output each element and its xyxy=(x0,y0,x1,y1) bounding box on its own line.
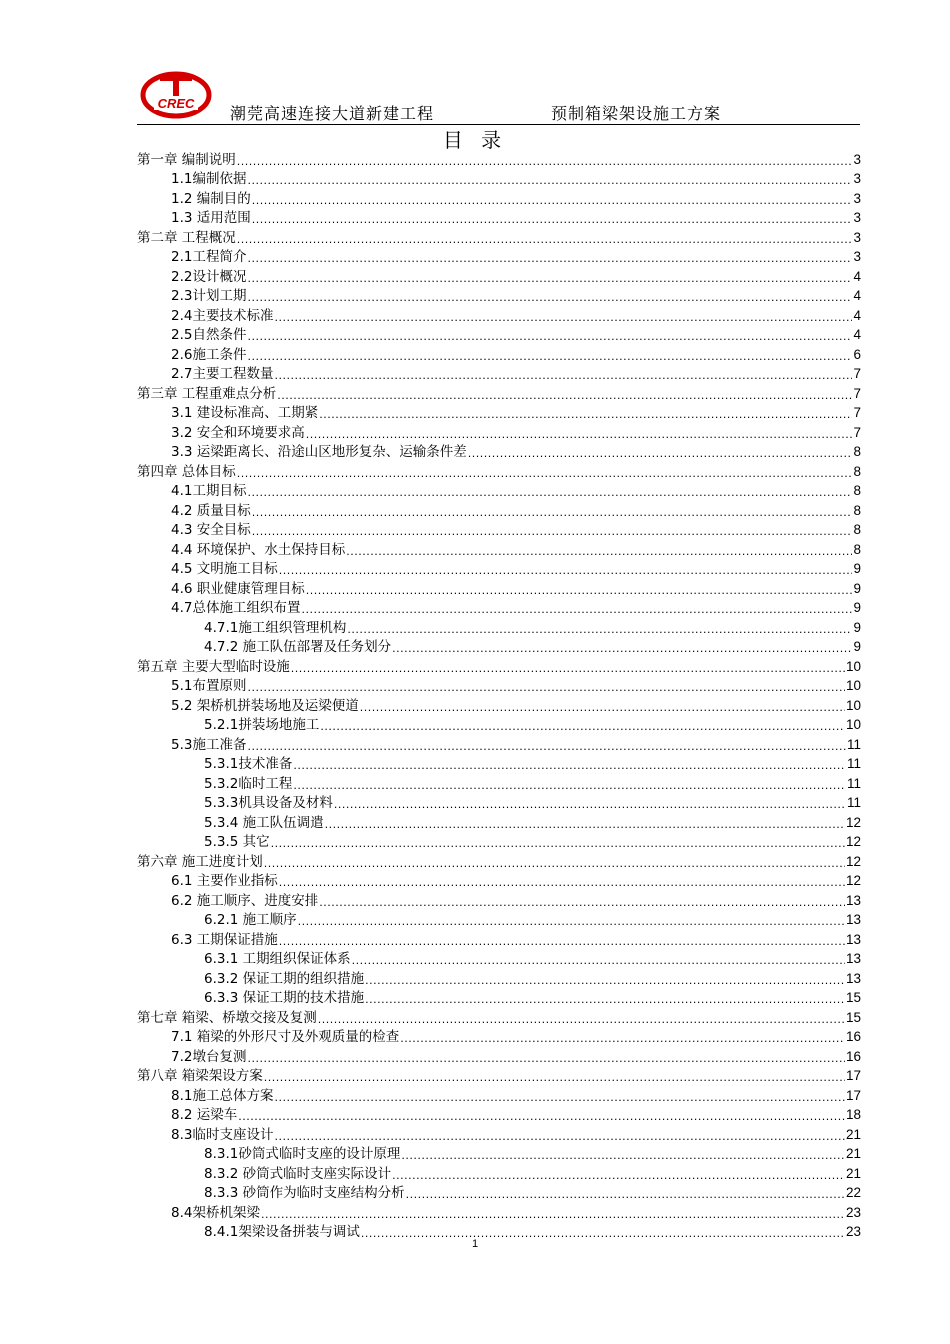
toc-entry[interactable] xyxy=(137,1045,861,1065)
toc-entry-label: 第二章 工程概况 xyxy=(137,229,236,246)
toc-leader-dots xyxy=(252,214,853,226)
toc-entry[interactable] xyxy=(137,1104,861,1124)
toc-entry[interactable] xyxy=(137,694,861,714)
toc-entry-label: 5.2.1拼装场地施工 xyxy=(204,717,320,733)
toc-entry-label: 1.1编制依据 xyxy=(171,171,247,187)
toc-entry-label: 5.3施工准备 xyxy=(171,736,247,753)
toc-entry-label: 6.3.3 保证工期的技术措施 xyxy=(204,990,365,1006)
toc-entry-page: 9 xyxy=(853,639,861,654)
toc-entry[interactable] xyxy=(137,909,861,929)
toc-entry-label: 7.1 箱梁的外形尺寸及外观质量的检查 xyxy=(171,1029,400,1045)
toc-entry[interactable] xyxy=(137,246,861,266)
toc-leader-dots xyxy=(252,526,853,538)
toc-entry[interactable] xyxy=(137,655,861,675)
toc-entry-page: 7 xyxy=(853,405,861,420)
toc-entry[interactable] xyxy=(137,168,861,188)
toc-entry-label: 6.2.1 施工顺序 xyxy=(204,912,297,928)
toc-entry[interactable] xyxy=(137,850,861,870)
toc-entry-label: 6.2 施工顺序、进度安排 xyxy=(171,892,319,909)
toc-entry[interactable] xyxy=(137,343,861,363)
toc-leader-dots xyxy=(400,1033,845,1045)
toc-leader-dots xyxy=(277,390,852,402)
toc-entry-page: 10 xyxy=(845,717,861,732)
toc-entry[interactable] xyxy=(137,441,861,461)
toc-entry-page: 4 xyxy=(853,288,861,303)
toc-leader-dots xyxy=(264,858,845,870)
toc-entry-page: 13 xyxy=(845,951,861,966)
toc-entry[interactable] xyxy=(137,421,861,441)
toc-entry-label: 第三章 工程重难点分析 xyxy=(137,385,277,402)
toc-entry-label: 1.3 适用范围 xyxy=(171,210,251,226)
toc-entry-page: 16 xyxy=(845,1048,861,1064)
toc-entry-label: 8.4架桥机架梁 xyxy=(171,1204,260,1221)
toc-entry[interactable] xyxy=(137,207,861,227)
toc-entry[interactable] xyxy=(137,558,861,578)
toc-entry-label: 3.1 建设标准高、工期紧 xyxy=(171,405,319,421)
toc-entry-page: 23 xyxy=(845,1204,861,1220)
toc-leader-dots xyxy=(252,195,853,207)
toc-entry-page: 9 xyxy=(853,619,861,635)
toc-entry[interactable] xyxy=(137,324,861,344)
toc-entry-label: 8.2 运梁车 xyxy=(171,1107,238,1123)
toc-entry-page: 4 xyxy=(853,268,861,284)
toc-entry-label: 第五章 主要大型临时设施 xyxy=(137,658,290,675)
toc-entry-label: 8.3临时支座设计 xyxy=(171,1126,274,1143)
toc-entry-label: 第七章 箱梁、桥墩交接及复测 xyxy=(137,1009,317,1026)
toc-leader-dots xyxy=(306,585,853,597)
toc-entry[interactable] xyxy=(137,889,861,909)
toc-entry[interactable] xyxy=(137,772,861,792)
toc-entry-page: 13 xyxy=(845,970,861,986)
toc-entry-page: 3 xyxy=(853,249,861,264)
toc-entry-page: 13 xyxy=(845,912,861,927)
toc-entry-page: 15 xyxy=(845,1009,861,1025)
toc-entry[interactable] xyxy=(137,831,861,851)
toc-leader-dots xyxy=(320,721,845,733)
toc-entry[interactable] xyxy=(137,402,861,422)
toc-leader-dots xyxy=(274,370,852,382)
toc-leader-dots xyxy=(247,253,852,265)
toc-entry-page: 8 xyxy=(853,541,861,557)
toc-entry[interactable] xyxy=(137,538,861,558)
toc-entry-label: 8.4.1架梁设备拼装与调试 xyxy=(204,1224,360,1240)
toc-entry[interactable] xyxy=(137,519,861,539)
toc-entry[interactable] xyxy=(137,285,861,305)
toc-leader-dots xyxy=(247,273,852,285)
toc-leader-dots xyxy=(347,624,852,636)
toc-entry-label: 第四章 总体目标 xyxy=(137,463,236,480)
toc-entry-page: 7 xyxy=(853,385,861,401)
toc-entry-label: 8.1施工总体方案 xyxy=(171,1087,274,1104)
toc-entry[interactable] xyxy=(137,675,861,695)
toc-leader-dots xyxy=(247,351,852,363)
toc-entry-label: 4.3 安全目标 xyxy=(171,522,251,538)
toc-entry[interactable] xyxy=(137,928,861,948)
toc-entry-label: 6.1 主要作业指标 xyxy=(171,873,278,889)
toc-entry[interactable] xyxy=(137,1201,861,1221)
toc-entry[interactable] xyxy=(137,792,861,812)
toc-entry-page: 13 xyxy=(845,931,861,947)
toc-leader-dots xyxy=(247,487,852,499)
toc-entry-label: 2.1工程简介 xyxy=(171,249,247,265)
toc-leader-dots xyxy=(293,780,846,792)
toc-leader-dots xyxy=(365,975,845,987)
toc-leader-dots xyxy=(247,175,852,187)
toc-leader-dots xyxy=(279,565,853,577)
toc-entry-label: 2.6施工条件 xyxy=(171,346,247,363)
toc-entry-page: 17 xyxy=(845,1068,861,1083)
toc-entry-page: 9 xyxy=(853,600,861,615)
toc-leader-dots xyxy=(279,936,845,948)
toc-entry-page: 8 xyxy=(853,463,861,479)
toc-leader-dots xyxy=(247,741,846,753)
toc-entry-page: 6 xyxy=(853,346,861,362)
toc-leader-dots xyxy=(274,1092,844,1104)
toc-leader-dots xyxy=(247,331,852,343)
toc-entry-label: 8.3.1砂筒式临时支座的设计原理 xyxy=(204,1146,401,1162)
toc-entry[interactable] xyxy=(137,363,861,383)
toc-entry[interactable] xyxy=(137,226,861,246)
toc-entry[interactable] xyxy=(137,753,861,773)
toc-entry-label: 4.2 质量目标 xyxy=(171,502,251,519)
toc-leader-dots xyxy=(319,897,845,909)
page-number: 1 xyxy=(471,1238,479,1250)
toc-entry-page: 7 xyxy=(853,366,861,381)
toc-entry[interactable] xyxy=(137,304,861,324)
toc-entry[interactable] xyxy=(137,1123,861,1143)
toc-entry[interactable] xyxy=(137,1065,861,1085)
toc-leader-dots xyxy=(237,156,853,168)
toc-entry-page: 11 xyxy=(846,795,861,810)
toc-leader-dots xyxy=(365,994,845,1006)
toc-entry-label: 4.7总体施工组织布置 xyxy=(171,600,301,616)
toc-entry[interactable] xyxy=(137,148,861,168)
toc-entry[interactable] xyxy=(137,460,861,480)
toc-entry-label: 6.3 工期保证措施 xyxy=(171,931,278,948)
toc-entry[interactable] xyxy=(137,597,861,617)
toc-leader-dots xyxy=(468,448,853,460)
toc-entry-label: 第一章 编制说明 xyxy=(137,151,236,168)
toc-entry-page: 4 xyxy=(853,307,861,323)
toc-entry-label: 2.4主要技术标准 xyxy=(171,307,274,324)
toc-entry-label: 4.4 环境保护、水土保持目标 xyxy=(171,541,346,558)
toc-entry-page: 8 xyxy=(853,483,861,498)
toc-entry[interactable] xyxy=(137,616,861,636)
toc-entry-label: 4.7.2 施工队伍部署及任务划分 xyxy=(204,639,392,655)
toc-entry-page: 3 xyxy=(853,210,861,225)
toc-leader-dots xyxy=(252,507,853,519)
toc-entry[interactable] xyxy=(137,265,861,285)
toc-entry-page: 11 xyxy=(846,775,861,791)
toc-entry-label: 8.3.2 砂筒式临时支座实际设计 xyxy=(204,1165,392,1182)
toc-leader-dots xyxy=(298,916,845,928)
toc-entry[interactable] xyxy=(137,967,861,987)
toc-leader-dots xyxy=(346,546,852,558)
toc-entry-label: 2.2设计概况 xyxy=(171,268,247,285)
toc-leader-dots xyxy=(293,760,846,772)
toc-leader-dots xyxy=(301,604,852,616)
toc-entry[interactable] xyxy=(137,577,861,597)
toc-entry-page: 3 xyxy=(853,190,861,206)
toc-entry-page: 12 xyxy=(845,814,861,830)
toc-leader-dots xyxy=(318,1014,845,1026)
toc-entry-label: 4.5 文明施工目标 xyxy=(171,561,278,577)
toc-leader-dots xyxy=(247,682,844,694)
toc-entry-label: 5.3.1技术准备 xyxy=(204,756,293,772)
toc-entry-page: 12 xyxy=(845,873,861,888)
toc-leader-dots xyxy=(271,838,845,850)
toc-leader-dots xyxy=(237,234,853,246)
toc-entry-label: 4.7.1施工组织管理机构 xyxy=(204,619,347,636)
toc-leader-dots xyxy=(334,799,846,811)
toc-entry-label: 4.6 职业健康管理目标 xyxy=(171,580,305,597)
toc-entry-page: 15 xyxy=(845,990,861,1005)
toc-entry-page: 9 xyxy=(853,561,861,576)
toc-entry[interactable] xyxy=(137,1162,861,1182)
toc-entry[interactable] xyxy=(137,870,861,890)
toc-leader-dots xyxy=(319,409,852,421)
toc-entry[interactable] xyxy=(137,1143,861,1163)
toc-entry[interactable] xyxy=(137,733,861,753)
toc-entry-page: 12 xyxy=(845,853,861,869)
toc-entry-page: 3 xyxy=(853,171,861,186)
toc-entry[interactable] xyxy=(137,636,861,656)
toc-entry-label: 2.5自然条件 xyxy=(171,327,247,343)
toc-leader-dots xyxy=(247,292,852,304)
toc-entry[interactable] xyxy=(137,1026,861,1046)
toc-entry-page: 17 xyxy=(845,1087,861,1103)
toc-entry-label: 3.3 运梁距离长、沿途山区地形复杂、运输条件差 xyxy=(171,444,467,460)
toc-entry[interactable] xyxy=(137,987,861,1007)
toc-entry[interactable] xyxy=(137,948,861,968)
toc-entry-page: 11 xyxy=(846,756,861,771)
toc-entry-page: 12 xyxy=(845,834,861,849)
toc-entry-page: 8 xyxy=(853,502,861,518)
toc-entry-page: 8 xyxy=(853,522,861,537)
toc-entry-label: 5.3.2临时工程 xyxy=(204,775,293,792)
toc-entry[interactable] xyxy=(137,382,861,402)
toc-entry-page: 23 xyxy=(845,1224,861,1239)
toc-leader-dots xyxy=(247,1053,844,1065)
toc-entry-page: 4 xyxy=(853,327,861,342)
toc-entry-page: 3 xyxy=(853,229,861,245)
toc-entry-page: 8 xyxy=(853,444,861,459)
toc-entry-label: 5.3.4 施工队伍调遣 xyxy=(204,814,324,831)
toc-entry-label: 6.3.2 保证工期的组织措施 xyxy=(204,970,365,987)
table-of-contents xyxy=(137,148,861,1240)
toc-leader-dots xyxy=(264,1072,845,1084)
toc-entry-label: 6.3.1 工期组织保证体系 xyxy=(204,951,351,967)
toc-entry-label: 4.1工期目标 xyxy=(171,483,247,499)
toc-entry-label: 2.3计划工期 xyxy=(171,288,247,304)
header-project: 潮莞高速连接大道新建工程 xyxy=(230,104,435,123)
creg-logo-icon xyxy=(140,70,212,120)
toc-entry-page: 3 xyxy=(853,151,861,167)
toc-entry[interactable] xyxy=(137,499,861,519)
toc-leader-dots xyxy=(406,1189,845,1201)
toc-entry-page: 10 xyxy=(845,658,861,674)
toc-entry[interactable] xyxy=(137,1006,861,1026)
toc-entry[interactable] xyxy=(137,1182,861,1202)
toc-entry-page: 18 xyxy=(845,1107,861,1122)
toc-entry-page: 13 xyxy=(845,892,861,908)
toc-entry-label: 第八章 箱梁架设方案 xyxy=(137,1068,263,1084)
toc-entry-page: 11 xyxy=(846,736,861,752)
toc-leader-dots xyxy=(401,1150,845,1162)
toc-entry-label: 5.1布置原则 xyxy=(171,678,247,694)
toc-entry[interactable] xyxy=(137,480,861,500)
toc-leader-dots xyxy=(279,877,845,889)
header-doc-title: 预制箱梁架设施工方案 xyxy=(551,104,722,123)
toc-entry-page: 21 xyxy=(845,1165,861,1181)
toc-leader-dots xyxy=(325,819,845,831)
toc-leader-dots xyxy=(274,312,852,324)
toc-leader-dots xyxy=(392,643,852,655)
logo-text: CREC xyxy=(157,96,195,111)
toc-entry-label: 第六章 施工进度计划 xyxy=(137,853,263,870)
toc-entry[interactable] xyxy=(137,1084,861,1104)
toc-leader-dots xyxy=(261,1209,845,1221)
toc-entry-page: 21 xyxy=(845,1146,861,1161)
toc-entry-page: 9 xyxy=(853,580,861,596)
toc-entry-page: 16 xyxy=(845,1029,861,1044)
toc-entry-label: 2.7主要工程数量 xyxy=(171,366,274,382)
toc-entry-label: 1.2 编制目的 xyxy=(171,190,251,207)
toc-entry-label: 7.2墩台复测 xyxy=(171,1048,247,1065)
toc-entry-label: 8.3.3 砂筒作为临时支座结构分析 xyxy=(204,1185,405,1201)
toc-entry[interactable] xyxy=(137,714,861,734)
toc-leader-dots xyxy=(238,1111,845,1123)
toc-entry[interactable] xyxy=(137,187,861,207)
toc-entry-page: 22 xyxy=(845,1185,861,1200)
toc-leader-dots xyxy=(392,1170,845,1182)
toc-title: 目 录 xyxy=(442,128,508,152)
toc-entry-page: 7 xyxy=(853,424,861,440)
toc-entry-label: 5.3.3机具设备及材料 xyxy=(204,795,333,811)
toc-leader-dots xyxy=(237,468,853,480)
toc-entry-label: 5.3.5 其它 xyxy=(204,834,270,850)
toc-entry-page: 10 xyxy=(845,697,861,713)
toc-entry[interactable] xyxy=(137,811,861,831)
toc-leader-dots xyxy=(352,955,845,967)
toc-entry-page: 21 xyxy=(845,1126,861,1142)
toc-entry-page: 10 xyxy=(845,678,861,693)
toc-entry-label: 3.2 安全和环境要求高 xyxy=(171,424,305,441)
toc-leader-dots xyxy=(306,429,853,441)
toc-leader-dots xyxy=(360,702,845,714)
toc-leader-dots xyxy=(274,1131,844,1143)
toc-entry-label: 5.2 架桥机拼装场地及运梁便道 xyxy=(171,697,359,714)
toc-leader-dots xyxy=(291,663,845,675)
